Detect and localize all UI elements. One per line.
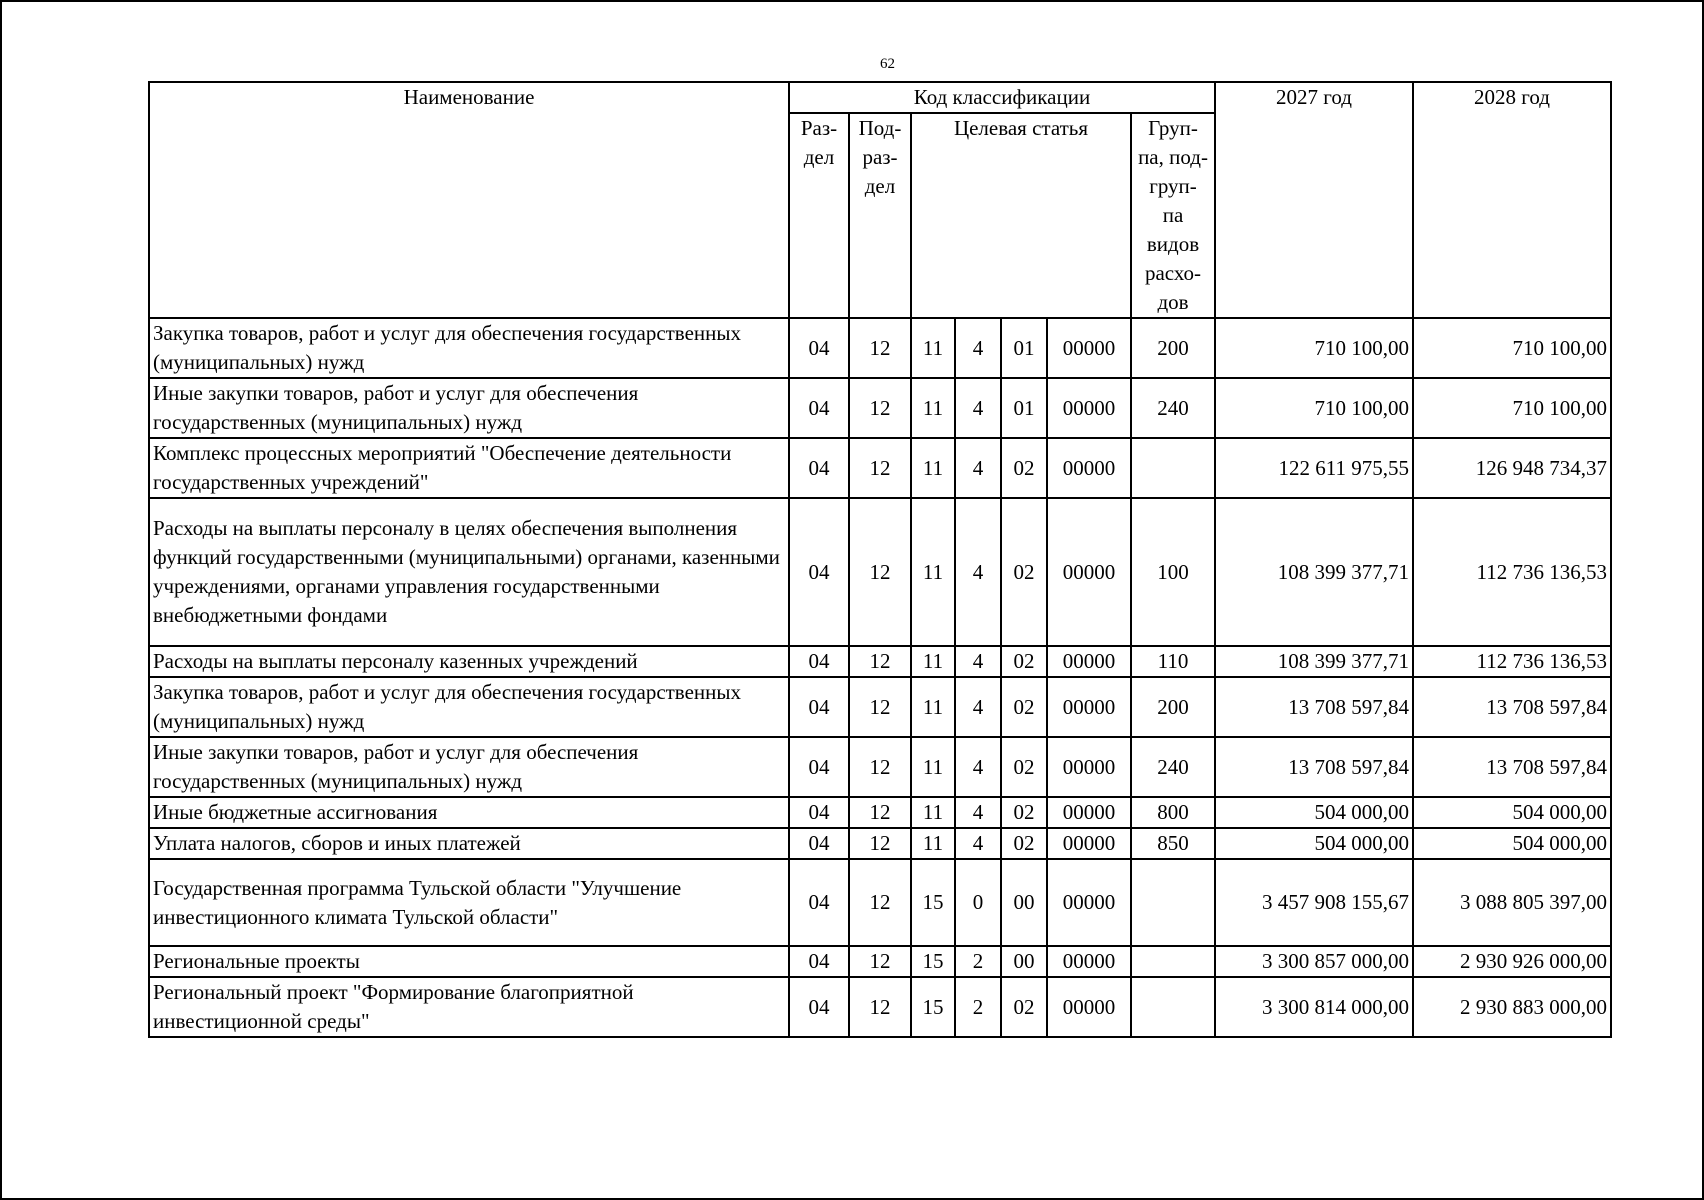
row-target-direction: 00000 <box>1047 677 1131 737</box>
row-amount-2027: 13 708 597,84 <box>1215 737 1413 797</box>
row-target-program: 11 <box>911 318 955 378</box>
row-expense-group <box>1131 859 1215 946</box>
table-row <box>149 977 1611 1037</box>
row-name: Региональный проект "Формирование благоприятной инвестиционной среды" <box>149 977 789 1037</box>
header-expense-group: Груп- па, под- груп- па видов расхо- дов <box>1131 113 1215 318</box>
row-amount-2028: 126 948 734,37 <box>1413 438 1611 498</box>
row-target-type: 4 <box>955 646 1001 677</box>
row-expense-group: 800 <box>1131 797 1215 828</box>
row-target-type: 4 <box>955 677 1001 737</box>
row-amount-2028: 2 930 883 000,00 <box>1413 977 1611 1037</box>
row-amount-2027: 504 000,00 <box>1215 797 1413 828</box>
table-row <box>149 797 1611 828</box>
row-amount-2027: 3 457 908 155,67 <box>1215 859 1413 946</box>
row-expense-group: 240 <box>1131 737 1215 797</box>
row-subsection: 12 <box>849 677 911 737</box>
row-subsection: 12 <box>849 828 911 859</box>
row-name: Комплекс процессных мероприятий "Обеспечение деятельности государственных учреждений" <box>149 438 789 498</box>
row-subsection: 12 <box>849 946 911 977</box>
row-target-type: 4 <box>955 498 1001 646</box>
row-expense-group: 240 <box>1131 378 1215 438</box>
table-row <box>149 737 1611 797</box>
row-section: 04 <box>789 498 849 646</box>
row-section: 04 <box>789 859 849 946</box>
row-target-type: 4 <box>955 797 1001 828</box>
table-row <box>149 946 1611 977</box>
row-target-type: 2 <box>955 977 1001 1037</box>
table-row <box>149 318 1611 378</box>
row-target-type: 2 <box>955 946 1001 977</box>
row-target-direction: 00000 <box>1047 977 1131 1037</box>
row-target-type: 4 <box>955 318 1001 378</box>
row-target-direction: 00000 <box>1047 378 1131 438</box>
row-target-program: 15 <box>911 977 955 1037</box>
row-expense-group: 200 <box>1131 677 1215 737</box>
row-amount-2028: 13 708 597,84 <box>1413 677 1611 737</box>
header-name: Наименование <box>149 82 789 318</box>
row-name: Государственная программа Тульской области "Улучшение инвестиционного климата Тульской области" <box>149 859 789 946</box>
row-expense-group <box>1131 946 1215 977</box>
page-number: 62 <box>880 56 895 72</box>
row-name: Закупка товаров, работ и услуг для обеспечения государственных (муниципальных) нужд <box>149 318 789 378</box>
header-year-2027: 2027 год <box>1215 82 1413 318</box>
row-name: Закупка товаров, работ и услуг для обеспечения государственных (муниципальных) нужд <box>149 677 789 737</box>
row-amount-2028: 112 736 136,53 <box>1413 646 1611 677</box>
row-target-subprogram: 00 <box>1001 946 1047 977</box>
table-row <box>149 438 1611 498</box>
row-expense-group: 110 <box>1131 646 1215 677</box>
row-target-program: 15 <box>911 946 955 977</box>
row-amount-2027: 710 100,00 <box>1215 378 1413 438</box>
row-name: Иные закупки товаров, работ и услуг для обеспечения государственных (муниципальных) нужд <box>149 378 789 438</box>
row-section: 04 <box>789 378 849 438</box>
row-target-subprogram: 02 <box>1001 977 1047 1037</box>
row-expense-group <box>1131 977 1215 1037</box>
row-target-program: 11 <box>911 438 955 498</box>
row-amount-2028: 710 100,00 <box>1413 378 1611 438</box>
table-row <box>149 677 1611 737</box>
header-target-article: Целевая статья <box>911 113 1131 318</box>
row-expense-group: 100 <box>1131 498 1215 646</box>
row-amount-2027: 3 300 814 000,00 <box>1215 977 1413 1037</box>
table-row <box>149 646 1611 677</box>
table-row <box>149 859 1611 946</box>
row-subsection: 12 <box>849 646 911 677</box>
row-target-direction: 00000 <box>1047 828 1131 859</box>
row-subsection: 12 <box>849 797 911 828</box>
row-target-program: 11 <box>911 737 955 797</box>
row-section: 04 <box>789 828 849 859</box>
row-amount-2027: 13 708 597,84 <box>1215 677 1413 737</box>
row-target-type: 4 <box>955 438 1001 498</box>
row-section: 04 <box>789 677 849 737</box>
row-amount-2028: 112 736 136,53 <box>1413 498 1611 646</box>
row-expense-group <box>1131 438 1215 498</box>
row-target-direction: 00000 <box>1047 646 1131 677</box>
row-section: 04 <box>789 737 849 797</box>
header-subsection: Под- раз- дел <box>849 113 911 318</box>
row-target-type: 0 <box>955 859 1001 946</box>
row-target-direction: 00000 <box>1047 946 1131 977</box>
row-target-program: 11 <box>911 646 955 677</box>
row-target-program: 11 <box>911 498 955 646</box>
row-subsection: 12 <box>849 859 911 946</box>
row-target-type: 4 <box>955 378 1001 438</box>
row-target-subprogram: 02 <box>1001 797 1047 828</box>
row-target-type: 4 <box>955 737 1001 797</box>
row-subsection: 12 <box>849 438 911 498</box>
row-subsection: 12 <box>849 498 911 646</box>
row-section: 04 <box>789 318 849 378</box>
row-name: Расходы на выплаты персоналу в целях обеспечения выполнения функций государственными (муниципальными) органами, казенными учреждениями, органами управления государственными внебюджетными фондами <box>149 498 789 646</box>
row-target-subprogram: 02 <box>1001 438 1047 498</box>
row-name: Региональные проекты <box>149 946 789 977</box>
row-target-subprogram: 02 <box>1001 677 1047 737</box>
row-subsection: 12 <box>849 977 911 1037</box>
table-row <box>149 498 1611 646</box>
row-amount-2027: 504 000,00 <box>1215 828 1413 859</box>
row-subsection: 12 <box>849 378 911 438</box>
row-subsection: 12 <box>849 737 911 797</box>
row-amount-2028: 504 000,00 <box>1413 828 1611 859</box>
row-section: 04 <box>789 797 849 828</box>
row-expense-group: 200 <box>1131 318 1215 378</box>
row-target-subprogram: 02 <box>1001 498 1047 646</box>
row-name: Иные закупки товаров, работ и услуг для обеспечения государственных (муниципальных) нужд <box>149 737 789 797</box>
row-name: Расходы на выплаты персоналу казенных учреждений <box>149 646 789 677</box>
row-target-subprogram: 02 <box>1001 737 1047 797</box>
row-name: Иные бюджетные ассигнования <box>149 797 789 828</box>
row-target-direction: 00000 <box>1047 438 1131 498</box>
row-amount-2027: 3 300 857 000,00 <box>1215 946 1413 977</box>
table-row <box>149 378 1611 438</box>
row-section: 04 <box>789 438 849 498</box>
row-amount-2028: 13 708 597,84 <box>1413 737 1611 797</box>
header-year-2028: 2028 год <box>1413 82 1611 318</box>
row-target-subprogram: 02 <box>1001 646 1047 677</box>
row-target-direction: 00000 <box>1047 737 1131 797</box>
row-section: 04 <box>789 977 849 1037</box>
header-classification-code: Код классификации <box>789 82 1215 113</box>
row-amount-2027: 122 611 975,55 <box>1215 438 1413 498</box>
row-amount-2028: 710 100,00 <box>1413 318 1611 378</box>
row-amount-2027: 108 399 377,71 <box>1215 498 1413 646</box>
row-target-program: 11 <box>911 378 955 438</box>
row-amount-2027: 710 100,00 <box>1215 318 1413 378</box>
row-target-program: 11 <box>911 828 955 859</box>
row-target-direction: 00000 <box>1047 318 1131 378</box>
row-amount-2028: 2 930 926 000,00 <box>1413 946 1611 977</box>
row-amount-2028: 504 000,00 <box>1413 797 1611 828</box>
row-target-direction: 00000 <box>1047 859 1131 946</box>
row-name: Уплата налогов, сборов и иных платежей <box>149 828 789 859</box>
row-expense-group: 850 <box>1131 828 1215 859</box>
row-subsection: 12 <box>849 318 911 378</box>
row-target-subprogram: 01 <box>1001 378 1047 438</box>
row-target-direction: 00000 <box>1047 797 1131 828</box>
row-target-type: 4 <box>955 828 1001 859</box>
row-target-subprogram: 02 <box>1001 828 1047 859</box>
row-amount-2028: 3 088 805 397,00 <box>1413 859 1611 946</box>
row-target-program: 11 <box>911 677 955 737</box>
row-target-subprogram: 01 <box>1001 318 1047 378</box>
header-section: Раз- дел <box>789 113 849 318</box>
row-target-program: 15 <box>911 859 955 946</box>
row-target-subprogram: 00 <box>1001 859 1047 946</box>
row-section: 04 <box>789 646 849 677</box>
row-amount-2027: 108 399 377,71 <box>1215 646 1413 677</box>
budget-table <box>148 81 1612 1038</box>
row-target-program: 11 <box>911 797 955 828</box>
row-target-direction: 00000 <box>1047 498 1131 646</box>
row-section: 04 <box>789 946 849 977</box>
table-row <box>149 828 1611 859</box>
